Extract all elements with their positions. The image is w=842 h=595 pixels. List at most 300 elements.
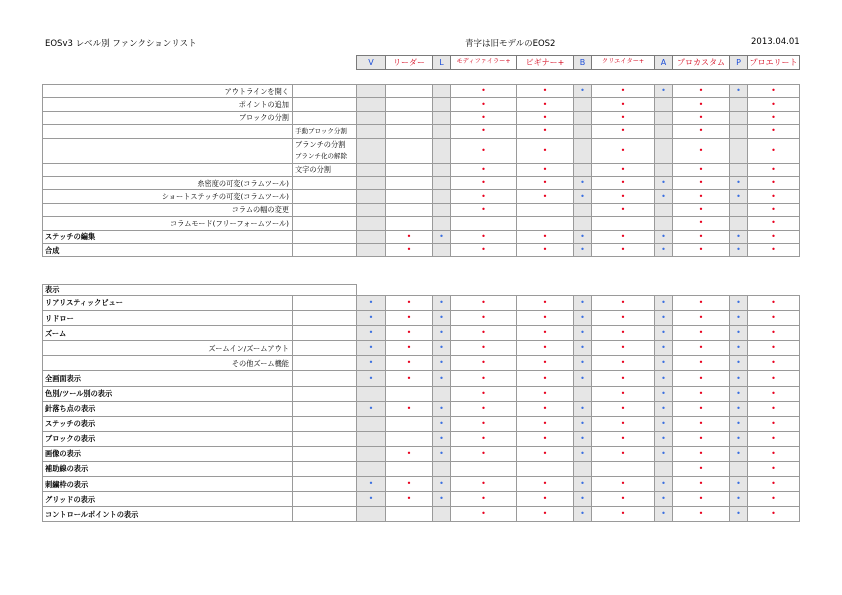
empty-cell (357, 217, 386, 230)
table-row (43, 507, 800, 522)
supported-mark-red (407, 232, 412, 241)
sub-function-name (293, 431, 357, 446)
supported-mark-red (621, 113, 626, 122)
level-column-header: モディファイラー+ (451, 56, 517, 70)
support-cell (433, 296, 451, 311)
support-cell (433, 356, 451, 371)
supported-mark-blue (439, 434, 444, 443)
support-cell (386, 446, 433, 461)
supported-mark-red (699, 298, 704, 307)
sub-function-name (293, 401, 357, 416)
supported-mark-red (771, 434, 776, 443)
support-cell (386, 230, 433, 243)
support-cell (517, 416, 574, 431)
table-row (43, 386, 800, 401)
support-cell (433, 311, 451, 326)
blank-cell (386, 285, 433, 296)
empty-cell (655, 217, 673, 230)
support-cell (451, 311, 517, 326)
support-cell (748, 507, 800, 522)
support-cell (517, 138, 574, 163)
table-row (43, 203, 800, 216)
support-cell (730, 386, 748, 401)
supported-mark-blue (661, 232, 666, 241)
support-cell (517, 98, 574, 111)
support-cell (730, 85, 748, 98)
empty-cell (357, 125, 386, 138)
supported-mark-red (699, 509, 704, 518)
support-cell (730, 507, 748, 522)
sub-function-name (293, 416, 357, 431)
empty-cell (730, 217, 748, 230)
supported-mark-red (543, 86, 548, 95)
sub-function-label: ブランチの分割 (295, 140, 346, 150)
support-cell (655, 341, 673, 356)
support-cell (433, 477, 451, 492)
empty-cell (433, 176, 451, 189)
support-cell (673, 190, 730, 203)
support-cell (655, 507, 673, 522)
supported-mark-red (621, 509, 626, 518)
supported-mark-red (621, 374, 626, 383)
empty-cell (433, 111, 451, 124)
section-heading: 表示 (43, 285, 357, 296)
support-cell (386, 356, 433, 371)
empty-cell (357, 386, 386, 401)
support-cell (673, 230, 730, 243)
table-row (43, 296, 800, 311)
sub-function-name (293, 296, 357, 311)
empty-cell (357, 431, 386, 446)
support-cell (574, 492, 592, 507)
function-table-display (42, 284, 800, 522)
empty-cell (386, 386, 433, 401)
supported-mark-red (771, 419, 776, 428)
support-cell (730, 492, 748, 507)
supported-mark-blue (580, 494, 585, 503)
empty-cell (730, 98, 748, 111)
supported-mark-red (481, 479, 486, 488)
supported-mark-blue (661, 479, 666, 488)
supported-mark-blue (736, 298, 741, 307)
support-cell (451, 125, 517, 138)
support-cell (386, 341, 433, 356)
empty-cell (357, 111, 386, 124)
empty-cell (357, 203, 386, 216)
support-cell (655, 356, 673, 371)
supported-mark-red (699, 449, 704, 458)
support-cell (673, 341, 730, 356)
supported-mark-red (543, 165, 548, 174)
blank-cell (592, 285, 655, 296)
function-name (43, 125, 293, 138)
supported-mark-red (481, 232, 486, 241)
table-row (43, 125, 800, 138)
support-cell (730, 311, 748, 326)
supported-mark-blue (580, 434, 585, 443)
supported-mark-red (621, 298, 626, 307)
support-cell (673, 176, 730, 189)
supported-mark-red (407, 404, 412, 413)
table-row (43, 311, 800, 326)
supported-mark-blue (661, 86, 666, 95)
supported-mark-blue (736, 509, 741, 518)
support-cell (673, 217, 730, 230)
supported-mark-red (481, 494, 486, 503)
blank-cell (433, 285, 451, 296)
empty-cell (574, 138, 592, 163)
supported-mark-red (621, 178, 626, 187)
sub-function-name (293, 230, 357, 243)
support-cell (517, 85, 574, 98)
support-cell (673, 138, 730, 163)
support-cell (673, 431, 730, 446)
support-cell (673, 446, 730, 461)
supported-mark-blue (661, 404, 666, 413)
support-cell (574, 477, 592, 492)
support-cell (451, 326, 517, 341)
support-cell (673, 125, 730, 138)
supported-mark-red (699, 126, 704, 135)
supported-mark-red (699, 113, 704, 122)
support-cell (357, 371, 386, 386)
function-name: 全画面表示 (43, 371, 293, 386)
support-cell (592, 356, 655, 371)
level-column-header: P (730, 56, 748, 70)
empty-cell (592, 217, 655, 230)
support-cell (592, 416, 655, 431)
supported-mark-red (699, 313, 704, 322)
support-cell (574, 311, 592, 326)
supported-mark-red (771, 374, 776, 383)
support-cell (574, 416, 592, 431)
support-cell (433, 431, 451, 446)
supported-mark-blue (580, 328, 585, 337)
sub-function-name (293, 85, 357, 98)
support-cell (433, 416, 451, 431)
empty-cell (357, 138, 386, 163)
supported-mark-blue (661, 434, 666, 443)
supported-mark-red (771, 245, 776, 254)
support-cell (730, 243, 748, 256)
table-row (43, 401, 800, 416)
supported-mark-blue (369, 298, 374, 307)
support-cell (748, 371, 800, 386)
support-cell (592, 85, 655, 98)
support-cell (517, 507, 574, 522)
supported-mark-red (621, 389, 626, 398)
supported-mark-red (699, 419, 704, 428)
support-cell (592, 138, 655, 163)
supported-mark-blue (661, 449, 666, 458)
supported-mark-red (771, 86, 776, 95)
support-cell (748, 138, 800, 163)
sub-function-name (293, 326, 357, 341)
supported-mark-blue (580, 245, 585, 254)
supported-mark-blue (369, 374, 374, 383)
support-cell (517, 230, 574, 243)
support-cell (673, 416, 730, 431)
supported-mark-red (699, 245, 704, 254)
table-row (43, 341, 800, 356)
support-cell (730, 431, 748, 446)
supported-mark-red (481, 389, 486, 398)
supported-mark-red (699, 165, 704, 174)
function-name: ショートステッチの可変(コラムツール) (43, 190, 293, 203)
supported-mark-blue (580, 449, 585, 458)
support-cell (517, 176, 574, 189)
support-cell (574, 507, 592, 522)
support-cell (748, 217, 800, 230)
support-cell (730, 176, 748, 189)
supported-mark-red (407, 449, 412, 458)
supported-mark-blue (736, 358, 741, 367)
level-column-header: クリエイター+ (592, 56, 655, 70)
support-cell (673, 462, 730, 477)
supported-mark-blue (661, 389, 666, 398)
support-cell (673, 477, 730, 492)
support-cell (433, 326, 451, 341)
support-cell (517, 190, 574, 203)
empty-cell (433, 386, 451, 401)
support-cell (673, 401, 730, 416)
table-row (43, 477, 800, 492)
support-cell (748, 326, 800, 341)
supported-mark-blue (439, 358, 444, 367)
supported-mark-blue (661, 374, 666, 383)
support-cell (673, 243, 730, 256)
support-cell (673, 98, 730, 111)
supported-mark-red (543, 389, 548, 398)
supported-mark-blue (439, 313, 444, 322)
support-cell (574, 326, 592, 341)
sub-function-name: 文字の分割 (293, 163, 357, 176)
support-cell (592, 190, 655, 203)
supported-mark-red (407, 298, 412, 307)
support-cell (673, 356, 730, 371)
supported-mark-blue (580, 313, 585, 322)
supported-mark-red (543, 343, 548, 352)
empty-cell (433, 462, 451, 477)
sub-function-name (293, 243, 357, 256)
supported-mark-red (621, 100, 626, 109)
table-row (43, 356, 800, 371)
supported-mark-blue (736, 328, 741, 337)
support-cell (517, 111, 574, 124)
support-cell (451, 163, 517, 176)
supported-mark-blue (736, 374, 741, 383)
supported-mark-red (771, 464, 776, 473)
function-name: 色別/ツール別の表示 (43, 386, 293, 401)
supported-mark-blue (369, 343, 374, 352)
supported-mark-blue (736, 245, 741, 254)
empty-cell (433, 163, 451, 176)
support-cell (673, 296, 730, 311)
function-name: 糸密度の可変(コラムツール) (43, 176, 293, 189)
empty-cell (433, 85, 451, 98)
function-name: ズーム (43, 326, 293, 341)
support-cell (592, 243, 655, 256)
support-cell (357, 492, 386, 507)
function-table-edit (42, 84, 800, 257)
table-row (43, 492, 800, 507)
table-row (43, 462, 800, 477)
sub-function-name (293, 386, 357, 401)
table-row (43, 217, 800, 230)
empty-cell (433, 98, 451, 111)
function-name (43, 163, 293, 176)
supported-mark-blue (736, 86, 741, 95)
empty-cell (433, 203, 451, 216)
empty-cell (517, 203, 574, 216)
supported-mark-blue (369, 494, 374, 503)
empty-cell (433, 217, 451, 230)
supported-mark-red (543, 178, 548, 187)
supported-mark-red (543, 328, 548, 337)
table-row (43, 230, 800, 243)
empty-cell (386, 431, 433, 446)
support-cell (517, 311, 574, 326)
supported-mark-red (699, 232, 704, 241)
supported-mark-blue (369, 479, 374, 488)
support-cell (386, 243, 433, 256)
supported-mark-blue (580, 479, 585, 488)
empty-cell (386, 125, 433, 138)
function-name (43, 138, 293, 163)
empty-cell (655, 111, 673, 124)
support-cell (655, 296, 673, 311)
supported-mark-red (407, 494, 412, 503)
blank-cell (748, 285, 800, 296)
sub-function-name (293, 356, 357, 371)
empty-cell (386, 203, 433, 216)
support-cell (357, 356, 386, 371)
empty-cell (451, 462, 517, 477)
empty-cell (730, 125, 748, 138)
support-cell (357, 401, 386, 416)
function-name: 補助線の表示 (43, 462, 293, 477)
support-cell (730, 296, 748, 311)
empty-cell (386, 163, 433, 176)
empty-cell (433, 243, 451, 256)
level-column-header: A (655, 56, 673, 70)
supported-mark-red (771, 165, 776, 174)
empty-cell (357, 462, 386, 477)
blank-cell (357, 285, 386, 296)
table-row (43, 138, 800, 163)
empty-cell (357, 230, 386, 243)
sub-function-name (293, 98, 357, 111)
supported-mark-red (543, 449, 548, 458)
supported-mark-red (699, 178, 704, 187)
support-cell (655, 311, 673, 326)
function-name: 合成 (43, 243, 293, 256)
empty-cell (386, 462, 433, 477)
support-cell (433, 371, 451, 386)
supported-mark-blue (369, 404, 374, 413)
function-name: ブロックの表示 (43, 431, 293, 446)
supported-mark-red (543, 313, 548, 322)
support-cell (592, 492, 655, 507)
support-cell (574, 176, 592, 189)
supported-mark-red (621, 328, 626, 337)
support-cell (451, 203, 517, 216)
support-cell (748, 492, 800, 507)
support-cell (574, 243, 592, 256)
support-cell (592, 98, 655, 111)
supported-mark-red (481, 509, 486, 518)
supported-mark-red (699, 100, 704, 109)
supported-mark-red (699, 86, 704, 95)
supported-mark-red (481, 113, 486, 122)
support-cell (574, 296, 592, 311)
supported-mark-red (699, 192, 704, 201)
support-cell (517, 446, 574, 461)
function-name: コントロールポイントの表示 (43, 507, 293, 522)
support-cell (357, 296, 386, 311)
supported-mark-blue (736, 419, 741, 428)
supported-mark-red (621, 419, 626, 428)
support-cell (451, 492, 517, 507)
empty-cell (386, 111, 433, 124)
supported-mark-red (481, 374, 486, 383)
supported-mark-blue (580, 509, 585, 518)
support-cell (748, 311, 800, 326)
empty-cell (517, 462, 574, 477)
supported-mark-red (771, 205, 776, 214)
support-cell (730, 477, 748, 492)
support-cell (517, 341, 574, 356)
supported-mark-red (771, 343, 776, 352)
function-name: ステッチの表示 (43, 416, 293, 431)
supported-mark-red (481, 178, 486, 187)
supported-mark-red (621, 434, 626, 443)
function-name: コラムモード(フリーフォームツール) (43, 217, 293, 230)
supported-mark-red (481, 245, 486, 254)
support-cell (451, 296, 517, 311)
table-row (43, 431, 800, 446)
function-name: 針落ち点の表示 (43, 401, 293, 416)
sub-function-name (293, 341, 357, 356)
support-cell (451, 341, 517, 356)
empty-cell (433, 138, 451, 163)
support-cell (451, 243, 517, 256)
function-name: ブロックの分割 (43, 111, 293, 124)
support-cell (433, 492, 451, 507)
supported-mark-blue (661, 298, 666, 307)
table-row (43, 163, 800, 176)
supported-mark-blue (580, 298, 585, 307)
supported-mark-blue (736, 449, 741, 458)
supported-mark-red (481, 358, 486, 367)
supported-mark-red (621, 343, 626, 352)
supported-mark-blue (736, 404, 741, 413)
supported-mark-blue (661, 178, 666, 187)
support-cell (574, 230, 592, 243)
empty-cell (574, 163, 592, 176)
support-cell (748, 477, 800, 492)
support-cell (748, 111, 800, 124)
supported-mark-red (771, 218, 776, 227)
empty-cell (433, 125, 451, 138)
supported-mark-blue (736, 479, 741, 488)
empty-cell (574, 386, 592, 401)
supported-mark-red (771, 494, 776, 503)
supported-mark-blue (661, 358, 666, 367)
supported-mark-blue (439, 404, 444, 413)
support-cell (730, 190, 748, 203)
support-cell (592, 386, 655, 401)
